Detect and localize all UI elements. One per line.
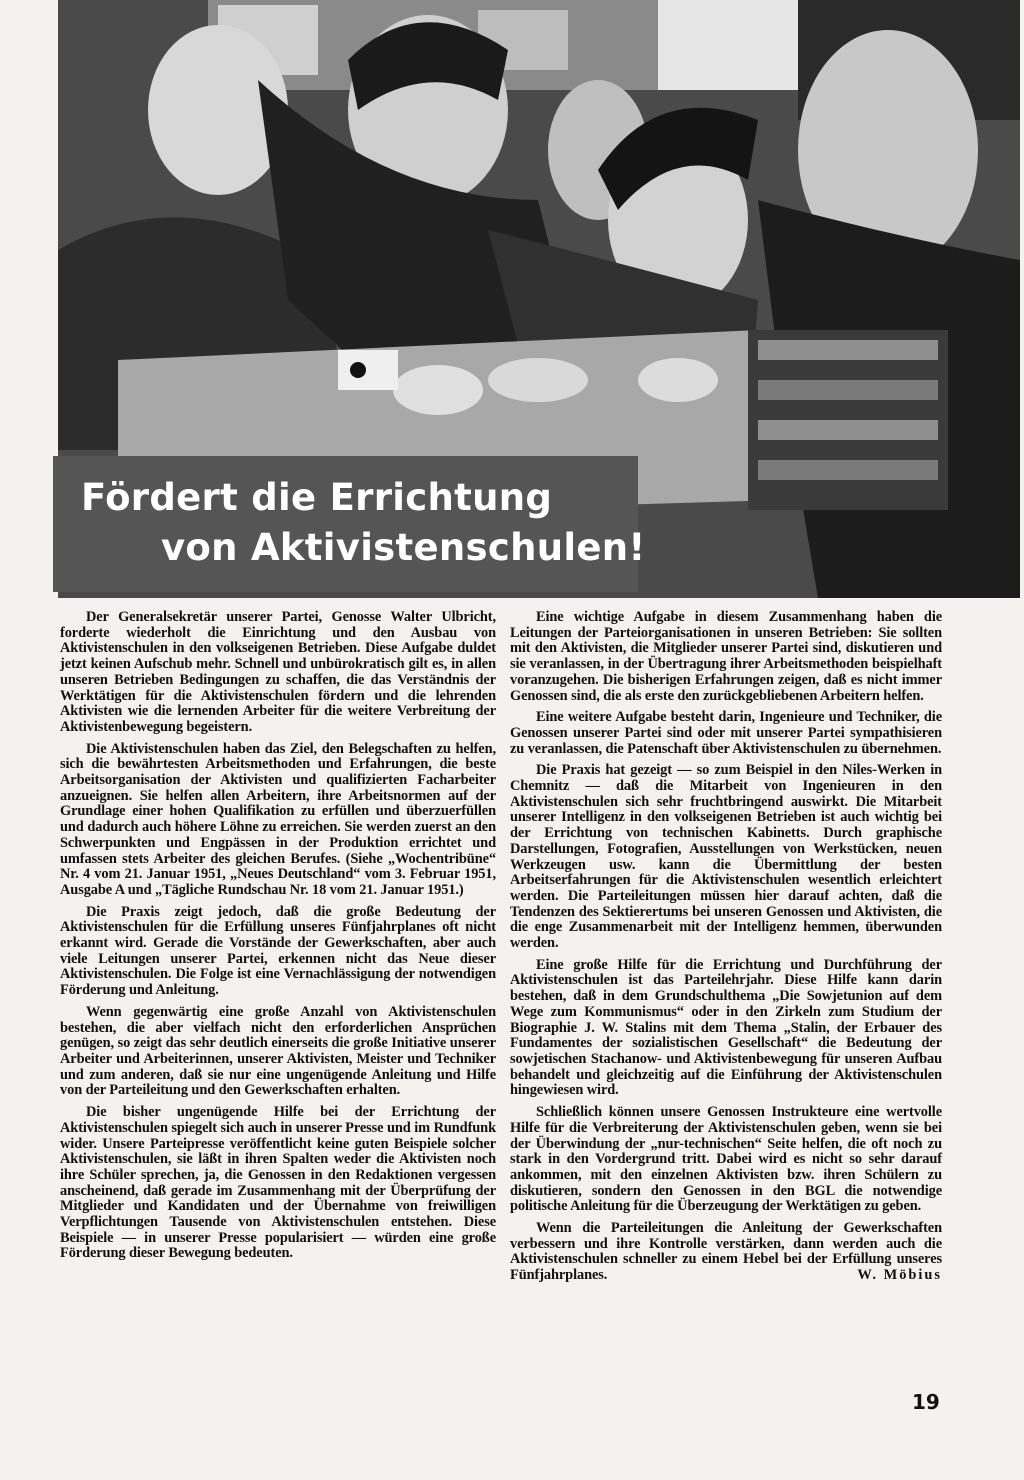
paragraph: Schließlich können unsere Genossen Instrukteure eine wertvolle Hilfe für die Verbreiterung der Aktivistenschulen geben, wenn sie bei der Überwindung der „nur-technischen“ Seite helfen, die oft noch zu stark in den Vordergrund tritt. Dabei wird es nicht so sehr darauf ankommen, mit den einzelnen Aktivisten bzw. ihren Schülern zu diskutieren, sondern den Genossen in den BGL die notwendige politische Anleitung für die Überzeugung der Werktätigen zu geben.	[510, 1104, 942, 1215]
paragraph: Die Praxis hat gezeigt — so zum Beispiel in den Niles-Werken in Chemnitz — daß die Mitarbeit von Ingenieuren in den Aktivistenschulen sich sehr fruchtbringend auswirkt. Die Mitarbeit unserer Intelligenz in den volkseigenen Betrieben ist auch wichtig bei der Errichtung von technischen Kabinetts. Durch graphische Darstellungen, Fotografien, Ausstellungen von Werkstücken, neuen Werkzeugen usw. kann die Übermittlung der besten Arbeitserfahrungen für die Aktivistenschulen wesentlich erleichtert werden. Die Parteileitungen müssen hier darauf achten, daß die Tendenzen des Sektierertums bei unseren Genossen und Aktivisten, die die enge Zusammenarbeit mit der Intelligenz hemmen, überwunden werden.	[510, 762, 942, 952]
paragraph: Der Generalsekretär unserer Partei, Genosse Walter Ulbricht, forderte wiederholt die Einrichtung und den Ausbau von Aktivistenschulen in den volkseigenen Betrieben. Diese Aufgabe duldet jetzt keinen Aufschub mehr. Schnell und unbürokratisch gilt es, in allen unseren Betrieben Bedingungen zu schaffen, die das Verständnis der Werktätigen für die Aktivistenschulen fördern und die lehrenden Aktivisten wie die lernenden Arbeiter für die weitere Verbreitung der Aktivistenbewegung begeistern.	[60, 609, 496, 735]
paragraph: Die Aktivistenschulen haben das Ziel, den Belegschaften zu helfen, sich die bewährtesten Arbeitsmethoden und Erfahrungen, die beste Arbeitsorganisation der Aktivisten und qualifizierten Facharbeiter anzueignen. Sie helfen allen Arbeitern, ihre Arbeitsnormen auf der Grundlage einer hohen Qualifikation zu erfüllen und überzuerfüllen und dadurch auch höhere Löhne zu erreichen. Sie werden zuerst an den Schwerpunkten und Engpässen in der Produktion errichtet und umfassen stets Arbeiter des gleichen Berufes. (Siehe „Wochentribüne“ Nr. 4 vom 21. Januar 1951, „Neues Deutschland“ vom 3. Februar 1951, Ausgabe A und „Tägliche Rundschau Nr. 18 vom 21. Januar 1951.)	[60, 740, 496, 898]
author-signature: W. Möbius	[857, 1267, 942, 1284]
headline-banner	[53, 456, 646, 592]
page-number: 19	[912, 1390, 940, 1414]
headline-line-2: von Aktivistenschulen!	[161, 526, 646, 569]
paragraph: Eine wichtige Aufgabe in diesem Zusammenhang haben die Leitungen der Parteiorganisationen in unseren Betrieben: Sie sollten mit den Aktivisten, die Mitglieder unserer Partei sind, diskutieren und sie veranlassen, in der Übertragung ihrer Arbeitsmethoden beispielhaft voranzugehen. Die bisherigen Erfahrungen zeigen, daß es nicht immer Genossen sind, die als erste den zurückgebliebenen Arbeitern helfen.	[510, 609, 942, 704]
article-column-right	[510, 610, 942, 1290]
final-paragraph-text: Wenn die Parteileitungen die Anleitung der Gewerkschaften verbessern und ihre Kontrolle verstärken, dann werden auch die Aktivistenschulen schneller zu einem Hebel bei der Erfüllung unseres Fünfjahrplanes.	[510, 1220, 942, 1284]
paragraph: Wenn gegenwärtig eine große Anzahl von Aktivistenschulen bestehen, die aber vielfach nicht den erforderlichen Ansprüchen genügen, so zeigt das sehr deutlich einerseits die große Initiative unserer Arbeiter und Arbeiterinnen, unserer Aktivisten, Meister und Techniker und zum anderen, daß sie nur eine ungenügende Anleitung und Hilfe von der Parteileitung und den Gewerkschaften erhalten.	[60, 1003, 496, 1099]
paragraph-final	[510, 1221, 942, 1284]
paragraph: Eine weitere Aufgabe besteht darin, Ingenieure und Techniker, die Genossen unserer Partei sind oder mit unserer Partei sympathisieren zu veranlassen, die Patenschaft über Aktivistenschulen zu übernehmen.	[510, 709, 942, 757]
paragraph: Eine große Hilfe für die Errichtung und Durchführung der Aktivistenschulen ist das Parteilehrjahr. Diese Hilfe kann darin bestehen, daß in dem Grundschulthema „Die Sowjetunion auf dem Wege zum Kommunismus“ oder in den Zirkeln zum Studium der Biographie J. W. Stalins mit dem Thema „Stalin, der Erbauer des Fundamentes der sozialistischen Gesellschaft“ die Bedeutung der sowjetischen Stachanow- und Aktivistenbewegung für unseren Aufbau behandelt und gleichzeitig auf die Einführung der Aktivistenschulen hingewiesen wird.	[510, 956, 942, 1099]
article-column-left	[60, 610, 496, 1268]
headline-line-1: Fördert die Errichtung	[81, 476, 553, 519]
paragraph: Die Praxis zeigt jedoch, daß die große Bedeutung der Aktivistenschulen für die Erfüllung unseres Fünfjahrplanes oft nicht erkannt wird. Gerade die Vorstände der Gewerkschaften, aber auch viele Leitungen unserer Partei, erkennen nicht das Neue dieser Aktivistenschulen. Die Folge ist eine Vernachlässigung der notwendigen Förderung und Anleitung.	[60, 903, 496, 999]
paragraph: Die bisher ungenügende Hilfe bei der Errichtung der Aktivistenschulen spiegelt sich auch in unserer Presse und im Rundfunk wider. Unsere Parteipresse veröffentlicht keine guten Beispiele solcher Aktivistenschulen, sie läßt in ihren Spalten weder die Aktivisten noch ihre Schüler sprechen, ja, die Genossen in den Redaktionen vergessen anscheinend, daß gerade im Zusammenhang mit der Überprüfung der Mitglieder und Kandidaten und der Übernahme von freiwilligen Verpflichtungen Tausende von Aktivistenschulen entstehen. Diese Beispiele — in unserer Presse popularisiert — würden eine große Förderung dieser Bewegung bedeuten.	[60, 1104, 496, 1262]
